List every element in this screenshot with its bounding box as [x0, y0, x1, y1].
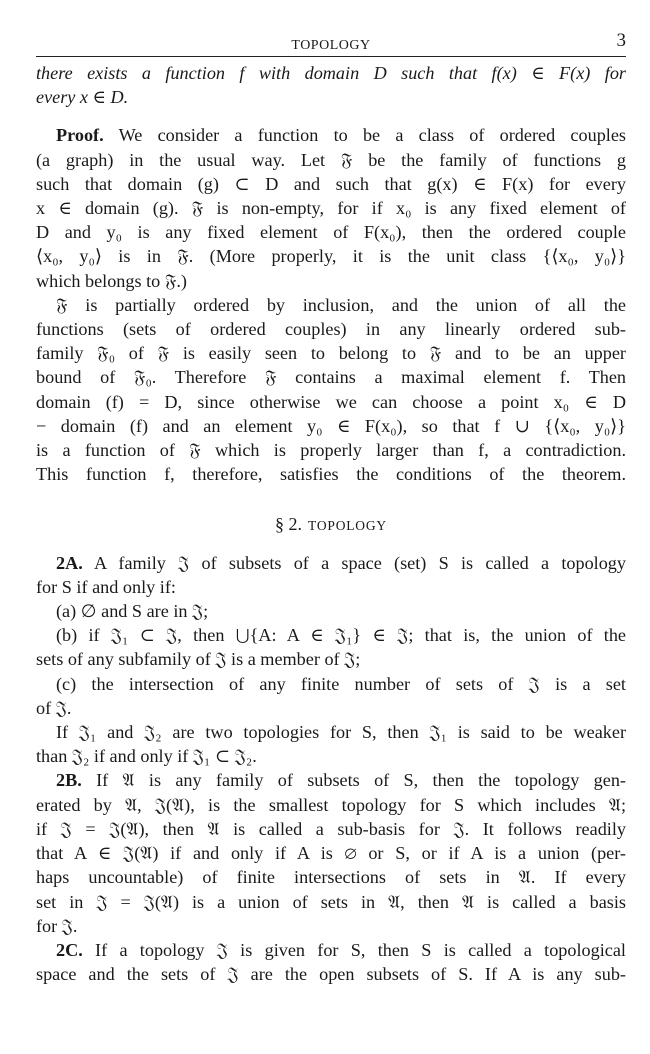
- text-line: 𝔉 is partially ordered by inclusion, and the union of all the: [56, 294, 626, 315]
- text-line: for 𝔍.: [36, 915, 78, 936]
- text-line: which belongs to 𝔉.): [36, 270, 187, 291]
- section-number: § 2.: [275, 514, 303, 535]
- text-line: family 𝔉₀ of 𝔉 is easily seen to belong to 𝔉 and to be an upper: [36, 343, 626, 364]
- text-line: if 𝔍 = 𝔍(𝔄), then 𝔄 is called a sub-basis for 𝔍. It follows readily: [36, 818, 626, 839]
- text-line: Proof. We consider a function to be a class of ordered couples: [56, 125, 626, 146]
- text-line: 2C. If a topology 𝔍 is given for S, then S is called a topological: [56, 939, 626, 960]
- running-title: TOPOLOGY: [291, 38, 371, 53]
- text-line: sets of any subfamily of 𝔍 is a member of 𝔍;: [36, 649, 361, 670]
- text-line: for S if and only if:: [36, 576, 176, 597]
- text-line: that A ∈ 𝔍(𝔄) if and only if A is ∅ or S, or if A is a union (per-: [36, 843, 626, 864]
- paragraph-2A: [36, 551, 626, 769]
- list-item: (c) the intersection of any finite number of sets of 𝔍 is a set: [56, 673, 626, 694]
- page-number: 3: [616, 30, 626, 51]
- running-header: [36, 30, 626, 56]
- text-line: such that domain (g) ⊂ D and such that g(x) ∈ F(x) for every: [36, 173, 626, 194]
- text-line: (a graph) in the usual way. Let 𝔉 be the family of functions g: [36, 149, 626, 170]
- text-line: is a function of 𝔉 which is properly larger than f, a contradiction.: [36, 440, 626, 461]
- text-line: there exists a function f with domain D such that f(x) ∈ F(x) for: [36, 63, 626, 83]
- text-line: 2B. If 𝔄 is any family of subsets of S, then the topology gen-: [56, 770, 626, 791]
- text-line: erated by 𝔄, 𝔍(𝔄), is the smallest topology for S which includes 𝔄;: [36, 794, 626, 815]
- text-line: of 𝔍.: [36, 697, 72, 718]
- text-line: domain (f) = D, since otherwise we can choose a point x₀ ∈ D: [36, 391, 626, 412]
- list-item: (b) if 𝔍₁ ⊂ 𝔍, then ⋃{A: A ∈ 𝔍₁} ∈ 𝔍; that is, the union of the: [56, 625, 626, 646]
- paragraph-label: 2B.: [56, 770, 82, 791]
- section-title: TOPOLOGY: [308, 518, 387, 534]
- book-page: [36, 30, 626, 986]
- text-line: D and y₀ is any fixed element of F(x₀), then the ordered couple: [36, 222, 626, 243]
- text-line: set in 𝔍 = 𝔍(𝔄) is a union of sets in 𝔄, then 𝔄 is called a basis: [36, 891, 626, 912]
- section-heading: [36, 512, 626, 538]
- list-item: (a) ∅ and S are in 𝔍;: [56, 601, 209, 622]
- theorem-statement-tail: [36, 61, 626, 109]
- text-line: x ∈ domain (g). 𝔉 is non-empty, for if x₀ is any fixed element of: [36, 198, 626, 219]
- paragraph-2B: [36, 768, 626, 937]
- paragraph-2C: [36, 938, 626, 986]
- text-line: This function f, therefore, satisfies the conditions of the theorem.: [36, 464, 626, 485]
- text-line: bound of 𝔉₀. Therefore 𝔉 contains a maximal element f. Then: [36, 367, 626, 388]
- text-line: space and the sets of 𝔍 are the open subsets of S. If A is any sub-: [36, 964, 626, 985]
- text-line: every x ∈ D.: [36, 87, 129, 108]
- text-line: ⟨x₀, y₀⟩ is in 𝔉. (More properly, it is the unit class {⟨x₀, y₀⟩}: [36, 246, 626, 267]
- text-line: If 𝔍₁ and 𝔍₂ are two topologies for S, then 𝔍₁ is said to be weaker: [56, 722, 626, 743]
- text-line: 2A. A family 𝔍 of subsets of a space (set) S is called a topology: [56, 552, 626, 573]
- proof-paragraph: [36, 123, 626, 486]
- paragraph-label: 2C.: [56, 939, 83, 960]
- proof-label: Proof.: [56, 125, 104, 146]
- text-line: − domain (f) and an element y₀ ∈ F(x₀), so that f ∪ {⟨x₀, y₀⟩}: [36, 415, 626, 436]
- paragraph-label: 2A.: [56, 552, 83, 573]
- text-line: haps uncountable) of finite intersections of sets in 𝔄. If every: [36, 867, 626, 888]
- text-line: than 𝔍₂ if and only if 𝔍₁ ⊂ 𝔍₂.: [36, 746, 257, 767]
- text-line: functions (sets of ordered couples) in any linearly ordered sub-: [36, 319, 626, 340]
